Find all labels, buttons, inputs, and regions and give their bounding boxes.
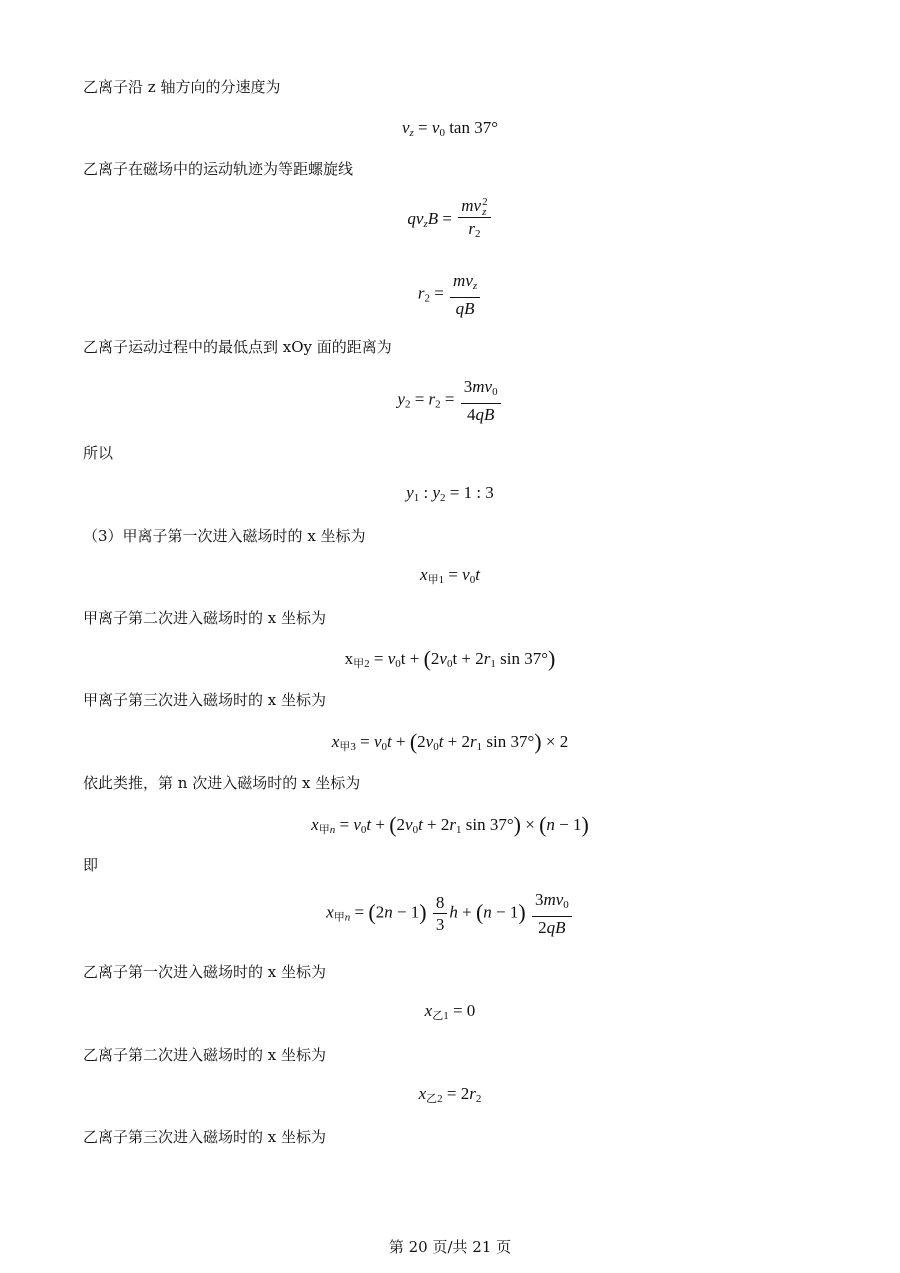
- equation-ratio: $y_1$ : $y_2 = 1$ : 3: [406, 483, 494, 504]
- text-line: 乙离子第三次进入磁场时的 x 坐标为: [83, 1128, 326, 1146]
- page-footer: 第 20 页/共 21 页: [388, 1238, 512, 1256]
- text-line: 所以: [83, 444, 114, 462]
- text-line: 依此类推，第 n 次进入磁场时的 x 坐标为: [83, 774, 361, 792]
- equation-r2: $r_2$ = $\frac{mv_z}{qB}$: [0, 270, 900, 319]
- equation-x-jia-3: $x_{甲3} = v_0t + (2v_0t + 2r_1$ sin 37°) × 2: [331, 729, 569, 754]
- text-line: 甲离子第三次进入磁场时的 x 坐标为: [83, 691, 326, 709]
- text-line: 乙离子在磁场中的运动轨迹为等距螺旋线: [83, 160, 354, 178]
- text-line: 乙离子第二次进入磁场时的 x 坐标为: [83, 1046, 326, 1064]
- text-line: 乙离子沿 z 轴方向的分速度为: [83, 78, 281, 96]
- text-line: 即: [83, 856, 99, 874]
- text-line: （3）甲离子第一次进入磁场时的 x 坐标为: [83, 527, 366, 545]
- equation-x-yi-2: $x_{乙2} = 2r_2$: [418, 1084, 482, 1105]
- equation-x-jia-n-result: $x_{甲n} = (2n - 1)$ $\frac{8}{3}$ h + (n − 1) $\frac{3mv_0}{2qB}$: [0, 889, 900, 938]
- equation-x-yi-1: $x_{乙1} = 0$: [424, 1001, 476, 1022]
- equation-x-jia-2: $x_{甲2} = v_0t + (2v_0t + 2r_1$ sin 37°): [344, 646, 556, 671]
- text-line: 甲离子第二次进入磁场时的 x 坐标为: [83, 609, 326, 627]
- equation-x-jia-1: $x_{甲1} = v_0t$: [420, 565, 480, 586]
- equation-lorentz: $qv_zB$ = mv 2 z $r_2$: [0, 195, 900, 245]
- equation-y2: $y_2 = r_2$ = $\frac{3mv_0}{4qB}$: [0, 376, 900, 425]
- text-line: 乙离子运动过程中的最低点到 xOy 面的距离为: [83, 338, 392, 356]
- equation-vz: $v_z = v_0$ tan 37°: [401, 118, 499, 139]
- text-line: 乙离子第一次进入磁场时的 x 坐标为: [83, 963, 326, 981]
- equation-x-jia-n: $x_{甲n} = v_0t + (2v_0t + 2r_1$ sin 37°) × (n − 1): [311, 812, 589, 837]
